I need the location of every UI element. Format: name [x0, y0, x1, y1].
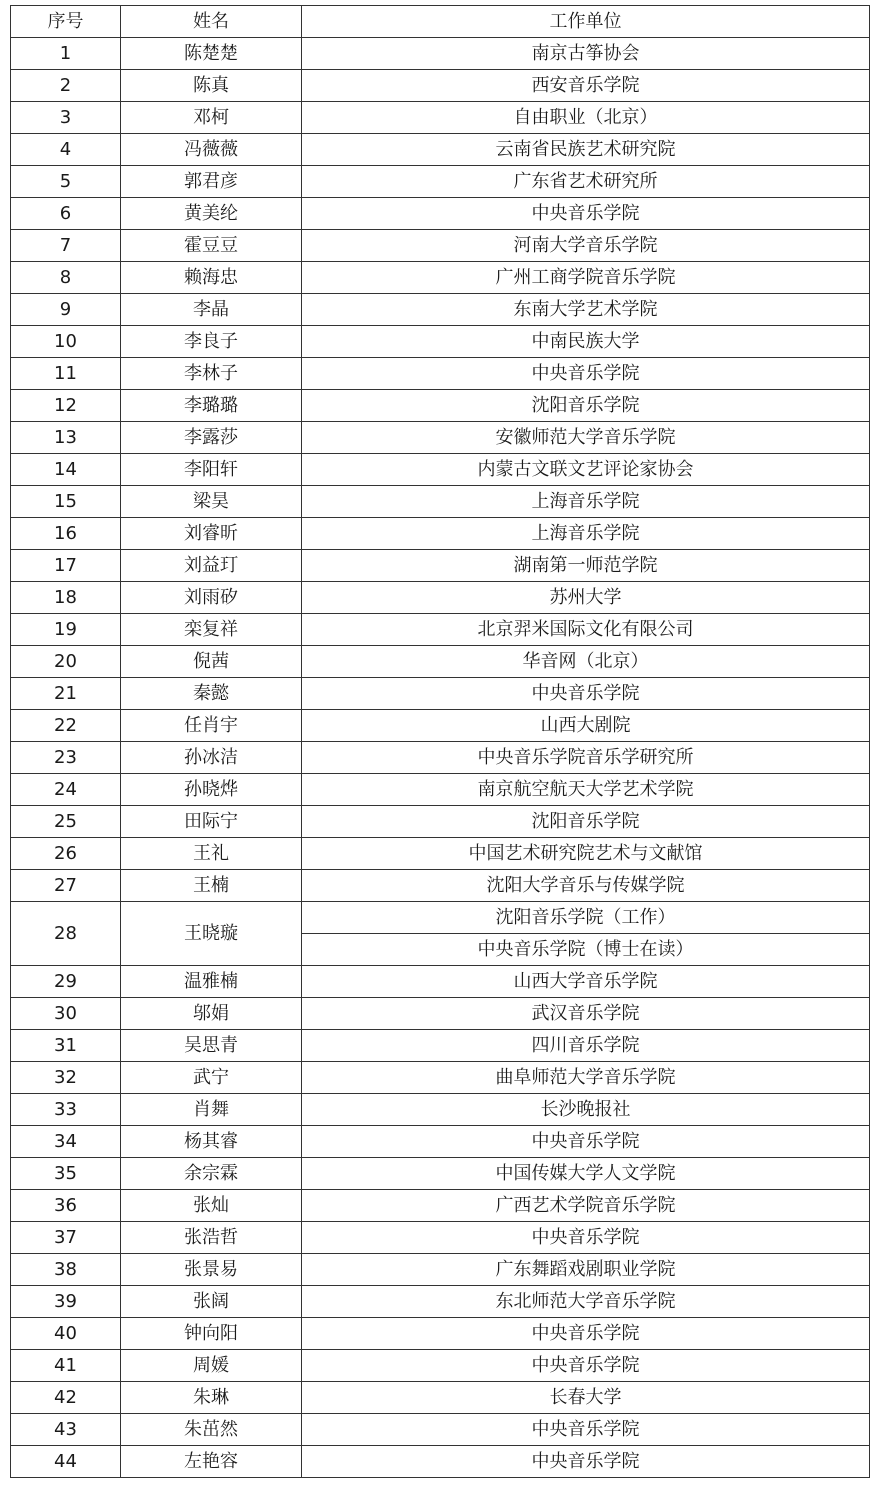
name-cell: 李林子	[121, 358, 302, 390]
table-row	[11, 134, 870, 166]
serial-number-cell: 35	[11, 1158, 121, 1190]
table-row	[11, 1254, 870, 1286]
table-row	[11, 1382, 870, 1414]
table-row	[11, 550, 870, 582]
table-row	[11, 230, 870, 262]
table-row	[11, 1318, 870, 1350]
name-cell: 钟向阳	[121, 1318, 302, 1350]
table-row	[11, 294, 870, 326]
serial-number-cell: 24	[11, 774, 121, 806]
serial-number-cell: 31	[11, 1030, 121, 1062]
name-cell: 王晓璇	[121, 902, 302, 966]
serial-number-cell: 19	[11, 614, 121, 646]
name-cell: 李露莎	[121, 422, 302, 454]
table-row	[11, 422, 870, 454]
serial-number-cell: 10	[11, 326, 121, 358]
table-row	[11, 358, 870, 390]
serial-number-cell: 32	[11, 1062, 121, 1094]
table-row	[11, 454, 870, 486]
name-cell: 张景易	[121, 1254, 302, 1286]
serial-number-cell: 36	[11, 1190, 121, 1222]
table-row	[11, 1158, 870, 1190]
header-serial-number: 序号	[11, 6, 121, 38]
table-row	[11, 742, 870, 774]
work-unit-cell: 北京羿米国际文化有限公司	[302, 614, 870, 646]
name-cell: 余宗霖	[121, 1158, 302, 1190]
name-cell: 王楠	[121, 870, 302, 902]
work-unit-cell: 湖南第一师范学院	[302, 550, 870, 582]
serial-number-cell: 27	[11, 870, 121, 902]
work-unit-cell: 云南省民族艺术研究院	[302, 134, 870, 166]
work-unit-cell: 沈阳音乐学院	[302, 390, 870, 422]
table-row	[11, 1222, 870, 1254]
serial-number-cell: 22	[11, 710, 121, 742]
serial-number-cell: 12	[11, 390, 121, 422]
name-cell: 梁昊	[121, 486, 302, 518]
table-row	[11, 774, 870, 806]
serial-number-cell: 37	[11, 1222, 121, 1254]
table-row	[11, 1190, 870, 1222]
name-cell: 黄美纶	[121, 198, 302, 230]
table-row	[11, 102, 870, 134]
work-unit-cell: 中央音乐学院音乐学研究所	[302, 742, 870, 774]
table-row	[11, 166, 870, 198]
table-row	[11, 1126, 870, 1158]
table-row	[11, 1286, 870, 1318]
serial-number-cell: 1	[11, 38, 121, 70]
work-unit-cell: 自由职业（北京）	[302, 102, 870, 134]
name-cell: 杨其睿	[121, 1126, 302, 1158]
work-unit-cell: 广西艺术学院音乐学院	[302, 1190, 870, 1222]
work-unit-cell: 中央音乐学院	[302, 358, 870, 390]
serial-number-cell: 2	[11, 70, 121, 102]
name-cell: 王礼	[121, 838, 302, 870]
table-row	[11, 38, 870, 70]
table-row	[11, 678, 870, 710]
table-row	[11, 518, 870, 550]
work-unit-cell: 山西大剧院	[302, 710, 870, 742]
table-row	[11, 1030, 870, 1062]
work-unit-cell: 西安音乐学院	[302, 70, 870, 102]
work-unit-cell: 中国传媒大学人文学院	[302, 1158, 870, 1190]
serial-number-cell: 15	[11, 486, 121, 518]
work-unit-cell: 中央音乐学院	[302, 198, 870, 230]
work-unit-cell: 中央音乐学院（博士在读）	[302, 934, 870, 966]
serial-number-cell: 41	[11, 1350, 121, 1382]
serial-number-cell: 23	[11, 742, 121, 774]
name-cell: 李阳轩	[121, 454, 302, 486]
work-unit-cell: 中央音乐学院	[302, 1350, 870, 1382]
work-unit-cell: 沈阳音乐学院	[302, 806, 870, 838]
serial-number-cell: 5	[11, 166, 121, 198]
name-cell: 孙晓烨	[121, 774, 302, 806]
serial-number-cell: 34	[11, 1126, 121, 1158]
work-unit-cell: 中央音乐学院	[302, 1126, 870, 1158]
name-cell: 李璐璐	[121, 390, 302, 422]
name-cell: 刘睿昕	[121, 518, 302, 550]
table-body	[11, 38, 870, 1478]
serial-number-cell: 33	[11, 1094, 121, 1126]
work-unit-cell: 中央音乐学院	[302, 1446, 870, 1478]
header-name: 姓名	[121, 6, 302, 38]
table-row	[11, 326, 870, 358]
work-unit-cell: 南京古筝协会	[302, 38, 870, 70]
serial-number-cell: 8	[11, 262, 121, 294]
header-row	[11, 6, 870, 38]
name-cell: 周媛	[121, 1350, 302, 1382]
name-cell: 陈楚楚	[121, 38, 302, 70]
work-unit-cell: 山西大学音乐学院	[302, 966, 870, 998]
serial-number-cell: 7	[11, 230, 121, 262]
name-cell: 吴思青	[121, 1030, 302, 1062]
serial-number-cell: 13	[11, 422, 121, 454]
name-cell: 李晶	[121, 294, 302, 326]
work-unit-cell: 内蒙古文联文艺评论家协会	[302, 454, 870, 486]
work-unit-cell: 广东舞蹈戏剧职业学院	[302, 1254, 870, 1286]
table-row	[11, 1414, 870, 1446]
work-unit-cell: 长沙晚报社	[302, 1094, 870, 1126]
work-unit-cell: 广东省艺术研究所	[302, 166, 870, 198]
serial-number-cell: 14	[11, 454, 121, 486]
table-row	[11, 1350, 870, 1382]
name-cell: 左艳容	[121, 1446, 302, 1478]
work-unit-cell: 沈阳音乐学院（工作）	[302, 902, 870, 934]
table-row	[11, 710, 870, 742]
name-cell: 武宁	[121, 1062, 302, 1094]
work-unit-cell: 上海音乐学院	[302, 518, 870, 550]
name-cell: 倪茜	[121, 646, 302, 678]
work-unit-cell: 武汉音乐学院	[302, 998, 870, 1030]
work-unit-cell: 沈阳大学音乐与传媒学院	[302, 870, 870, 902]
name-cell: 田际宁	[121, 806, 302, 838]
work-unit-cell: 苏州大学	[302, 582, 870, 614]
table-row	[11, 646, 870, 678]
work-unit-cell: 东北师范大学音乐学院	[302, 1286, 870, 1318]
serial-number-cell: 17	[11, 550, 121, 582]
header-work-unit: 工作单位	[302, 6, 870, 38]
table-row	[11, 902, 870, 934]
table-row	[11, 1446, 870, 1478]
name-cell: 邬娟	[121, 998, 302, 1030]
work-unit-cell: 广州工商学院音乐学院	[302, 262, 870, 294]
work-unit-cell: 中南民族大学	[302, 326, 870, 358]
name-cell: 赖海忠	[121, 262, 302, 294]
name-cell: 张灿	[121, 1190, 302, 1222]
work-unit-cell: 南京航空航天大学艺术学院	[302, 774, 870, 806]
table-row	[11, 70, 870, 102]
table-row	[11, 966, 870, 998]
table-row	[11, 1062, 870, 1094]
name-cell: 朱琳	[121, 1382, 302, 1414]
work-unit-cell: 华音网（北京）	[302, 646, 870, 678]
work-unit-cell: 安徽师范大学音乐学院	[302, 422, 870, 454]
name-cell: 朱茁然	[121, 1414, 302, 1446]
serial-number-cell: 30	[11, 998, 121, 1030]
work-unit-cell: 中央音乐学院	[302, 1414, 870, 1446]
work-unit-cell: 曲阜师范大学音乐学院	[302, 1062, 870, 1094]
serial-number-cell: 16	[11, 518, 121, 550]
serial-number-cell: 44	[11, 1446, 121, 1478]
name-cell: 栾复祥	[121, 614, 302, 646]
serial-number-cell: 43	[11, 1414, 121, 1446]
table-row	[11, 614, 870, 646]
name-cell: 郭君彦	[121, 166, 302, 198]
serial-number-cell: 18	[11, 582, 121, 614]
serial-number-cell: 42	[11, 1382, 121, 1414]
name-cell: 霍豆豆	[121, 230, 302, 262]
work-unit-cell: 中央音乐学院	[302, 678, 870, 710]
serial-number-cell: 9	[11, 294, 121, 326]
name-cell: 秦懿	[121, 678, 302, 710]
name-cell: 邓柯	[121, 102, 302, 134]
work-unit-cell: 中国艺术研究院艺术与文献馆	[302, 838, 870, 870]
serial-number-cell: 4	[11, 134, 121, 166]
work-unit-cell: 中央音乐学院	[302, 1318, 870, 1350]
table-row	[11, 486, 870, 518]
work-unit-cell: 中央音乐学院	[302, 1222, 870, 1254]
table-row	[11, 998, 870, 1030]
serial-number-cell: 40	[11, 1318, 121, 1350]
name-cell: 刘雨矽	[121, 582, 302, 614]
serial-number-cell: 6	[11, 198, 121, 230]
serial-number-cell: 25	[11, 806, 121, 838]
name-cell: 刘益玎	[121, 550, 302, 582]
table-row	[11, 806, 870, 838]
table-header	[11, 6, 870, 38]
serial-number-cell: 29	[11, 966, 121, 998]
table-row	[11, 262, 870, 294]
serial-number-cell: 3	[11, 102, 121, 134]
table-row	[11, 870, 870, 902]
name-cell: 李良子	[121, 326, 302, 358]
work-unit-cell: 上海音乐学院	[302, 486, 870, 518]
name-cell: 陈真	[121, 70, 302, 102]
serial-number-cell: 39	[11, 1286, 121, 1318]
table-row	[11, 1094, 870, 1126]
serial-number-cell: 38	[11, 1254, 121, 1286]
name-cell: 张浩哲	[121, 1222, 302, 1254]
work-unit-cell: 东南大学艺术学院	[302, 294, 870, 326]
serial-number-cell: 28	[11, 902, 121, 966]
work-unit-cell: 四川音乐学院	[302, 1030, 870, 1062]
serial-number-cell: 26	[11, 838, 121, 870]
name-cell: 孙冰洁	[121, 742, 302, 774]
serial-number-cell: 11	[11, 358, 121, 390]
work-unit-cell: 河南大学音乐学院	[302, 230, 870, 262]
table-row	[11, 582, 870, 614]
table-row	[11, 838, 870, 870]
name-cell: 任肖宇	[121, 710, 302, 742]
name-cell: 冯薇薇	[121, 134, 302, 166]
name-cell: 肖舞	[121, 1094, 302, 1126]
name-cell: 温雅楠	[121, 966, 302, 998]
name-cell: 张阔	[121, 1286, 302, 1318]
table-row	[11, 198, 870, 230]
table-row	[11, 390, 870, 422]
roster-table	[10, 5, 870, 1478]
serial-number-cell: 21	[11, 678, 121, 710]
work-unit-cell: 长春大学	[302, 1382, 870, 1414]
serial-number-cell: 20	[11, 646, 121, 678]
